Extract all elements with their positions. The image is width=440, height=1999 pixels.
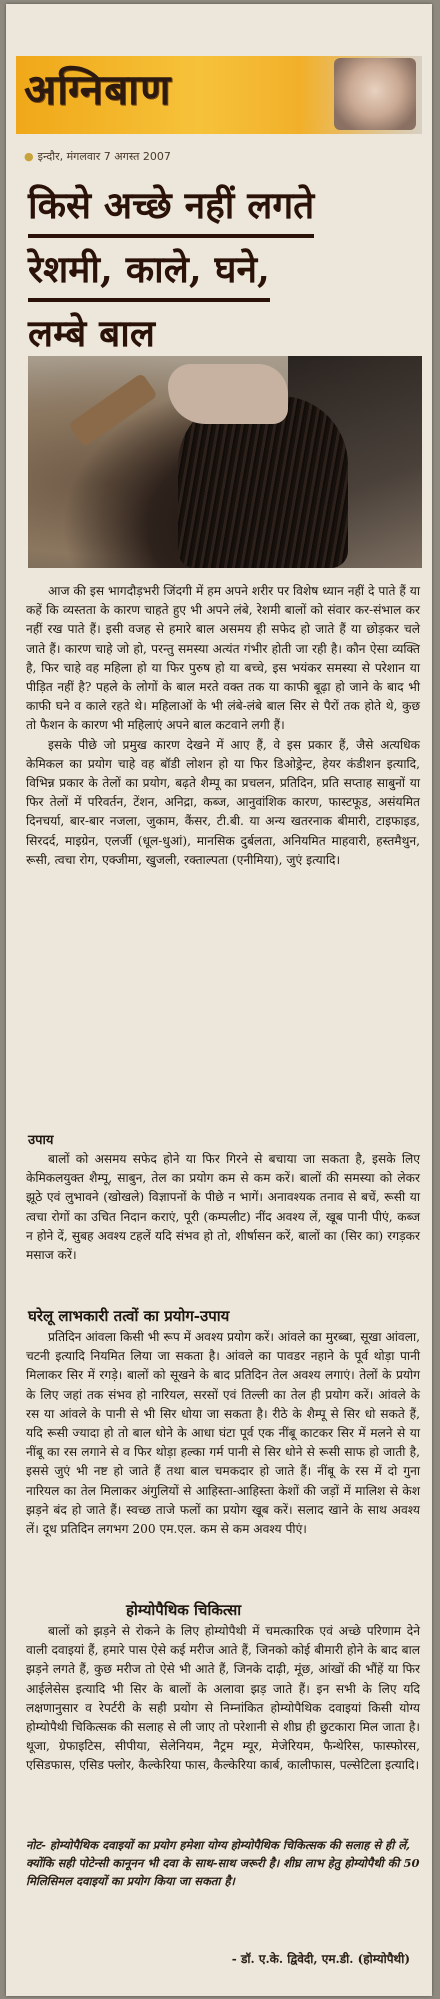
intro-paragraph-2: इसके पीछे जो प्रमुख कारण देखने में आए हैं, वे इस प्रकार हैं, जैसे अत्यधिक केमिकल का प्रयोग चाहे वह बॉडी लोशन हो या फिर डिओड्रेन्ट, हेयर कंडीशन इत्यादि, विभिन्न प्रकार के तेलों का प्रयोग, बढ़ते शैम्पू का प्रचलन, प्रतिदिन, प्रति सप्ताह साबुनों या फिर तेलों में परिवर्तन, टेंशन, अनिद्रा, कब्ज, आनुवांशिक कारण, फास्टफूड, असंयमित दिनचर्या, बार-बार नजला, जुकाम, कैंसर, टी.बी. या अन्य खतरनाक बीमारी, टाइफाइड, सिरदर्द, माइग्रेन, एलर्जी (धूल-धुआं), मानसिक दुर्बलता, अनियमित माहवारी, हस्तमैथुन, रूसी, त्वचा रोग, एक्जीमा, खुजली, रक्ताल्पता (एनीमिया), जुएं इत्यादि।: [26, 737, 420, 867]
headline-line-1: किसे अच्छे नहीं लगते: [28, 176, 314, 238]
dateline: [24, 149, 171, 164]
headline-line-3: लम्बे बाल: [28, 304, 155, 366]
note-paragraph: नोट- होम्योपैथिक दवाइयों का प्रयोग हमेशा योग्य होम्योपैथिक चिकित्सक की सलाह से ही लें, क्योंकि सही पोटेन्सी कानूनन भी दवा के साथ-साथ जरूरी है। शीघ्र लाभ हेतु होम्योपैथी की 50 मिलिसिमल दवाइयों का प्रयोग किया जा सकता है।: [26, 1838, 420, 1888]
section-2-title: घरेलू लाभकारी तत्वों का प्रयोग-उपाय: [28, 1307, 230, 1325]
section-3-body: [26, 1622, 420, 1776]
newspaper-logo: अग्निबाण: [24, 65, 172, 114]
bullet-icon: ●: [24, 150, 34, 163]
section-2-paragraph: प्रतिदिन आंवला किसी भी रूप में अवश्य प्रयोग करें। आंवले का मुरब्बा, सूखा आंवला, चटनी इत्यादि नियमित लिया जा सकता है। आंवले का पावडर नहाने के पूर्व थोड़ा पानी मिलाकर सिर में रगड़े। बालों को सूखने के बाद प्रतिदिन तेल अवश्य लगाएं। तेलों के प्रयोग के लिए जहां तक संभव हो नारियल, सरसों एवं तिल्ली का तेल ही प्रयोग करें। आंवले के रस या आंवले के पानी से भी सिर धोया जा सकता है। रीठे के शैम्पू से सिर धो सकते हैं, यदि रूसी ज्यादा हो तो बाल धोने के आधा घंटा पूर्व एक नींबू काटकर सिर में मलने से या नींबू का रस लगाने से व फिर थोड़ा हल्का गर्म पानी से सिर धोने से रूसी साफ हो जाती है, इससे जुएं भी नष्ट हो जाते हैं तथा बाल चमकदार हो जाते हैं। नींबू के रस में दो गुना नारियल का तेल मिलाकर अंगुलियों से आहिस्ता-आहिस्ता केशों की जड़ों में मालिश से केश झड़ने बंद हो जाते हैं। स्वच्छ ताजे फलों का प्रयोग खूब करें। सलाद खाने के साथ अवश्य लें। दूध प्रतिदिन लगभग 200 एम.एल. कम से कम अवश्य पीएं।: [26, 1330, 420, 1537]
section-3-title: होम्योपैथिक चिकित्सा: [126, 1601, 242, 1619]
upay-label: उपाय: [28, 1133, 54, 1148]
newspaper-clipping: [6, 4, 432, 1996]
photo-comb: [68, 373, 158, 448]
hair-combing-photo: [28, 356, 422, 568]
article-headline: [28, 176, 408, 368]
intro-paragraph-1: आज की इस भागदौड़भरी जिंदगी में हम अपने शरीर पर विशेष ध्यान नहीं दे पाते हैं या कहें कि व्यस्तता के कारण चाहते हुए भी अपने लंबे, रेशमी बालों को संवार कर-संभाल कर नहीं रख पाते हैं। इसी वजह से हमारे बाल असमय ही सफेद हो जाते हैं या छोड़कर चले जाते हैं। कारण चाहे जो हो, परन्तु समस्या अत्यंत गंभीर होती जा रही है। कौन ऐसा व्यक्ति है, फिर चाहे वह महिला हो या फिर पुरुष हो या बच्चे, इस भयंकर समस्या से परेशान या पीड़ित नहीं है? पहले के लोगों के बाल मरते वक्त तक या काफी बूढ़ा हो जाने के बाद भी काफी घने व काले रहते थे। महिलाओं के भी लंबे-लंबे बाल सिर से पैरों तक होते थे, कुछ तो फैशन के कारण भी महिलाएं अपने बाल कटवाने लगी हैं।: [26, 584, 420, 733]
dateline-text: इन्दौर, मंगलवार 7 अगस्त 2007: [37, 150, 171, 163]
author-byline: - डॉ. ए.के. द्विवेदी, एम.डी. (होम्योपैथी): [231, 1952, 410, 1966]
upay-paragraph: बालों को असमय सफेद होने या फिर गिरने से बचाया जा सकता है, इसके लिए केमिकलयुक्त शैम्पू, साबुन, तेल का प्रयोग कम से कम करें। बालों की समस्या को लेकर झूठे एवं लुभावने (खोखले) विज्ञापनों के पीछे न भागें। अनावश्यक तनाव से बचें, रूसी या त्वचा रोगों का उचित निदान कराएं, पूरी (कम्पलीट) नींद अवश्य लें, खूब पानी पीएं, कब्ज न होने दें, सुबह अवश्य टहलें यदि संभव हो तो, शीर्षासन करें, बालों का (सिर का) रगड़कर मसाज करें।: [26, 1152, 420, 1263]
article-intro: [26, 582, 420, 870]
photo-hand: [168, 364, 288, 424]
masthead-photo: [334, 58, 416, 130]
headline-line-2: रेशमी, काले, घने,: [28, 240, 270, 302]
upay-section: [26, 1150, 420, 1265]
masthead: [16, 56, 422, 134]
section-3-paragraph: बालों को झड़ने से रोकने के लिए होम्योपैथी में चमत्कारिक एवं अच्छे परिणाम देने वाली दवाइयां हैं, हमारे पास ऐसे कई मरीज आते हैं, जिनको कोई बीमारी होने के बाद बाल झड़ने लगते हैं, कुछ मरीज तो ऐसे भी आते हैं, जिनके दाढ़ी, मूंछ, आंखों की भौंहें या फिर आईलेसेस इत्यादि भी सिर के बालों के अलावा झड़ जाते हैं। इन सभी के लिए यदि लक्षणानुसार व रेपर्टरी के सही प्रयोग से निम्नांकित होम्योपैथिक दवाइयां किसी योग्य होम्योपैथी चिकित्सक की सलाह से ली जाए तो परेशानी से शीघ्र ही छुटकारा मिल जाता है। थूजा, ग्रेफाइटिस, सीपीया, सेलेनियम, नैट्रम म्यूर, मेजेरियम, फैन्थेरिस, फास्फोरस, एसिडफास, एसिड फ्लोर, कैल्केरिया फास, कैल्केरिया कार्ब, कालीफास, पल्सेटिला इत्यादि।: [26, 1624, 420, 1773]
section-2-body: [26, 1328, 420, 1539]
